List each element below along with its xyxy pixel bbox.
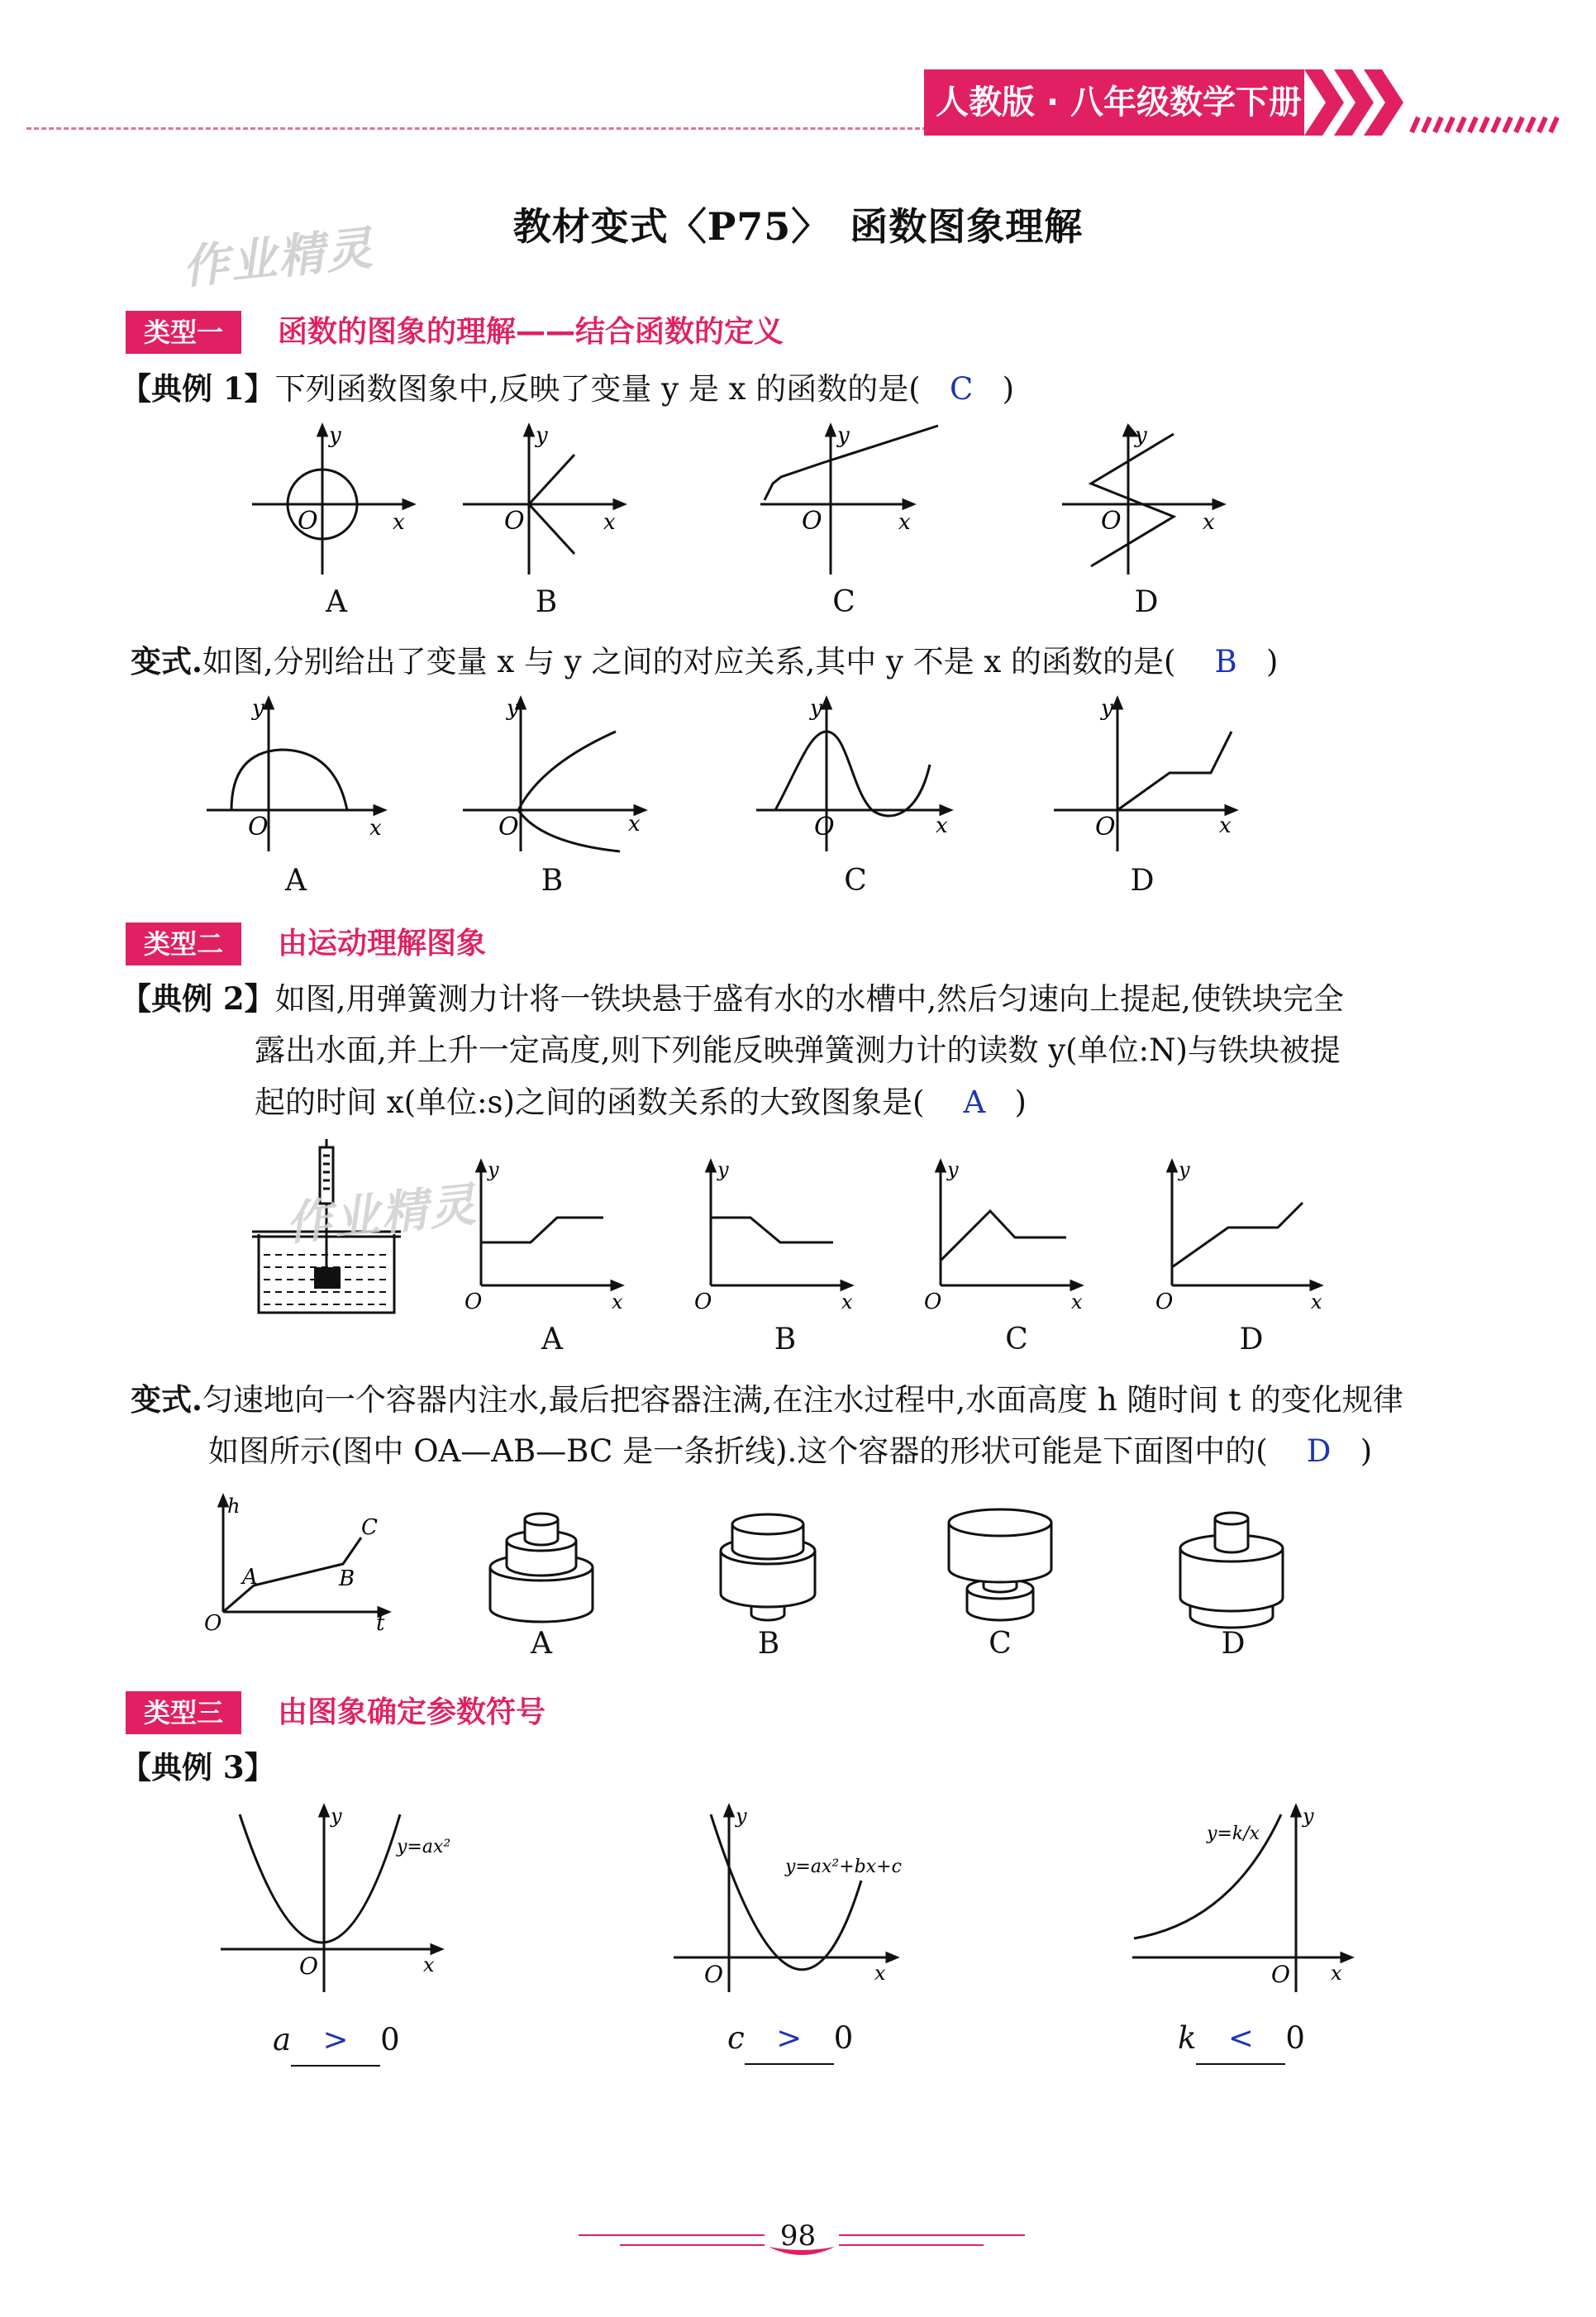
q2-option-a: A: [541, 1323, 563, 1356]
q3-formula-b: y=ax²+bx+c: [785, 1857, 902, 1877]
svg-text:x: x: [612, 1290, 623, 1313]
svg-text:y: y: [947, 1158, 959, 1181]
q2-graph-a: [465, 1153, 630, 1318]
svg-text:B: B: [339, 1566, 355, 1591]
q1v-option-c: C: [844, 864, 867, 898]
q1-graph-b: [450, 417, 632, 583]
svg-text:O: O: [704, 1961, 723, 1988]
section-title-2: 由运动理解图象: [278, 927, 487, 961]
container-a: [484, 1511, 599, 1635]
svg-text:x: x: [628, 812, 641, 837]
q1-graph-c: [748, 417, 946, 583]
q1v-option-a: A: [285, 864, 307, 898]
question-2-variant-line1: 变式.匀速地向一个容器内注水,最后把容器注满,在注水过程中,水面高度 h 随时间 t 的变化规律: [131, 1381, 1403, 1418]
q2-option-b: B: [774, 1323, 797, 1356]
q2v-option-b: B: [757, 1627, 780, 1661]
answer-q2: A: [963, 1085, 986, 1120]
q1-graph-d: [1050, 417, 1232, 583]
q2-graph-b: [694, 1153, 860, 1318]
q1v-graph-c: [752, 690, 959, 856]
svg-text:y: y: [507, 696, 519, 721]
section-tag-2: 类型二: [126, 923, 241, 965]
question-1: 【典例 1】下列函数图象中,反映了变量 y 是 x 的函数的是( C ): [121, 364, 1014, 414]
svg-text:x: x: [393, 510, 405, 535]
q3-graph-a: [217, 1798, 465, 1996]
svg-text:x: x: [603, 510, 616, 535]
svg-text:O: O: [802, 507, 822, 536]
header-dashed-line: [26, 127, 927, 130]
question-1-variant: 变式.如图,分别给出了变量 x 与 y 之间的对应关系,其中 y 不是 x 的函数的是( B ): [131, 636, 1278, 687]
svg-text:x: x: [1311, 1290, 1322, 1313]
q1v-option-d: D: [1130, 864, 1155, 898]
svg-text:x: x: [841, 1290, 853, 1313]
question-2-variant-line2: 如图所示(图中 OA—AB—BC 是一条折线).这个容器的形状可能是下面图中的( D ): [208, 1427, 1372, 1476]
answer-q3c: <: [1227, 2020, 1254, 2056]
answer-q1: C: [949, 371, 974, 407]
section-title-3: 由图象确定参数符号: [278, 1695, 546, 1729]
q1v-option-b: B: [541, 864, 564, 898]
svg-text:O: O: [1155, 1290, 1174, 1314]
svg-text:O: O: [204, 1611, 222, 1636]
section-tag-3: 类型三: [126, 1691, 241, 1734]
header-arrows: [1304, 69, 1569, 136]
q2v-option-d: D: [1221, 1627, 1246, 1661]
q1-graph-a: [240, 417, 422, 583]
svg-text:A: A: [242, 1565, 258, 1590]
q3-graph-b: [669, 1798, 917, 1996]
q1v-graph-b: [459, 690, 657, 856]
q2-graph-c: [924, 1153, 1089, 1318]
svg-text:y: y: [1303, 1804, 1314, 1828]
page-title: 教材变式〈P75〉 函数图象理解: [512, 204, 1084, 249]
q1v-graph-d: [1050, 690, 1248, 856]
svg-text:O: O: [814, 813, 835, 841]
svg-text:O: O: [1095, 813, 1116, 841]
svg-text:O: O: [924, 1290, 942, 1314]
svg-text:O: O: [465, 1290, 483, 1314]
answer-q3a: >: [322, 2022, 349, 2057]
svg-text:O: O: [694, 1290, 712, 1314]
section-tag-1: 类型一: [126, 311, 241, 354]
svg-text:h: h: [227, 1495, 241, 1518]
container-b: [714, 1511, 822, 1635]
svg-text:O: O: [498, 813, 519, 841]
svg-text:x: x: [1219, 813, 1232, 838]
question-2-line2: 露出水面,并上升一定高度,则下列能反映弹簧测力计的读数 y(单位:N)与铁块被提: [255, 1032, 1341, 1068]
question-3: 【典例 3】: [121, 1749, 275, 1785]
q3-graph-c: [1124, 1798, 1372, 1996]
svg-text:y: y: [810, 696, 822, 721]
question-2-line1: 【典例 2】如图,用弹簧测力计将一铁块悬于盛有水的水槽中,然后匀速向上提起,使铁块完全: [121, 980, 1344, 1017]
svg-text:O: O: [1271, 1961, 1290, 1988]
svg-text:C: C: [361, 1515, 378, 1540]
svg-text:y: y: [1101, 696, 1113, 721]
q1-option-d: D: [1134, 585, 1159, 619]
q2v-option-c: C: [989, 1627, 1012, 1661]
svg-text:x: x: [1331, 1962, 1342, 1985]
q1-option-a: A: [326, 585, 347, 619]
q2-graph-d: [1155, 1153, 1329, 1318]
q3-formula-a: y=ax²: [397, 1837, 451, 1857]
svg-text:O: O: [1101, 507, 1122, 536]
svg-text:y: y: [1135, 423, 1147, 448]
svg-text:O: O: [299, 1952, 318, 1980]
q3-answer-b-row: c > 0: [727, 2014, 853, 2065]
q2-option-c: C: [1005, 1323, 1028, 1356]
q2v-option-a: A: [531, 1627, 552, 1661]
svg-text:x: x: [936, 813, 948, 838]
svg-text:x: x: [1203, 510, 1215, 535]
answer-q2v: D: [1306, 1433, 1332, 1469]
book-tag: 人教版 · 八年级数学下册: [924, 69, 1304, 136]
svg-text:x: x: [898, 510, 911, 535]
svg-text:y: y: [736, 1804, 747, 1828]
container-d: [1174, 1509, 1289, 1637]
page-number: 98: [779, 2219, 817, 2253]
answer-q1v: B: [1214, 644, 1237, 679]
svg-text:y: y: [717, 1158, 729, 1181]
svg-text:O: O: [298, 507, 318, 536]
svg-text:y: y: [1179, 1158, 1190, 1181]
question-2-line3: 起的时间 x(单位:s)之间的函数关系的大致图象是( A ): [255, 1078, 1027, 1128]
svg-text:y: y: [329, 423, 341, 448]
watermark-middle: 作业精灵: [283, 1178, 480, 1251]
svg-text:t: t: [376, 1611, 385, 1636]
svg-text:y: y: [488, 1158, 499, 1181]
container-c: [942, 1506, 1058, 1634]
svg-text:x: x: [423, 1953, 435, 1976]
svg-text:y: y: [837, 423, 850, 448]
watermark-top: 作业精灵: [179, 222, 377, 295]
svg-text:x: x: [369, 816, 382, 841]
q3-answer-a-row: a > 0: [273, 2015, 400, 2067]
svg-text:x: x: [1071, 1290, 1083, 1313]
q1-option-b: B: [535, 585, 558, 619]
q3-answer-c-row: k < 0: [1178, 2014, 1305, 2065]
q1v-graph-a: [198, 690, 397, 856]
svg-text:O: O: [248, 813, 269, 841]
svg-text:O: O: [504, 507, 525, 536]
q2v-h-t-graph: [202, 1488, 401, 1637]
section-title-1: 函数的图象的理解——结合函数的定义: [278, 315, 784, 349]
svg-text:y: y: [536, 423, 548, 448]
answer-q3b: >: [776, 2020, 803, 2056]
q1-option-c: C: [832, 585, 855, 619]
q3-formula-c: y=k/x: [1207, 1824, 1260, 1844]
q2-option-d: D: [1239, 1323, 1264, 1356]
svg-text:x: x: [874, 1962, 886, 1985]
svg-text:y: y: [252, 696, 264, 721]
svg-text:y: y: [331, 1804, 342, 1828]
